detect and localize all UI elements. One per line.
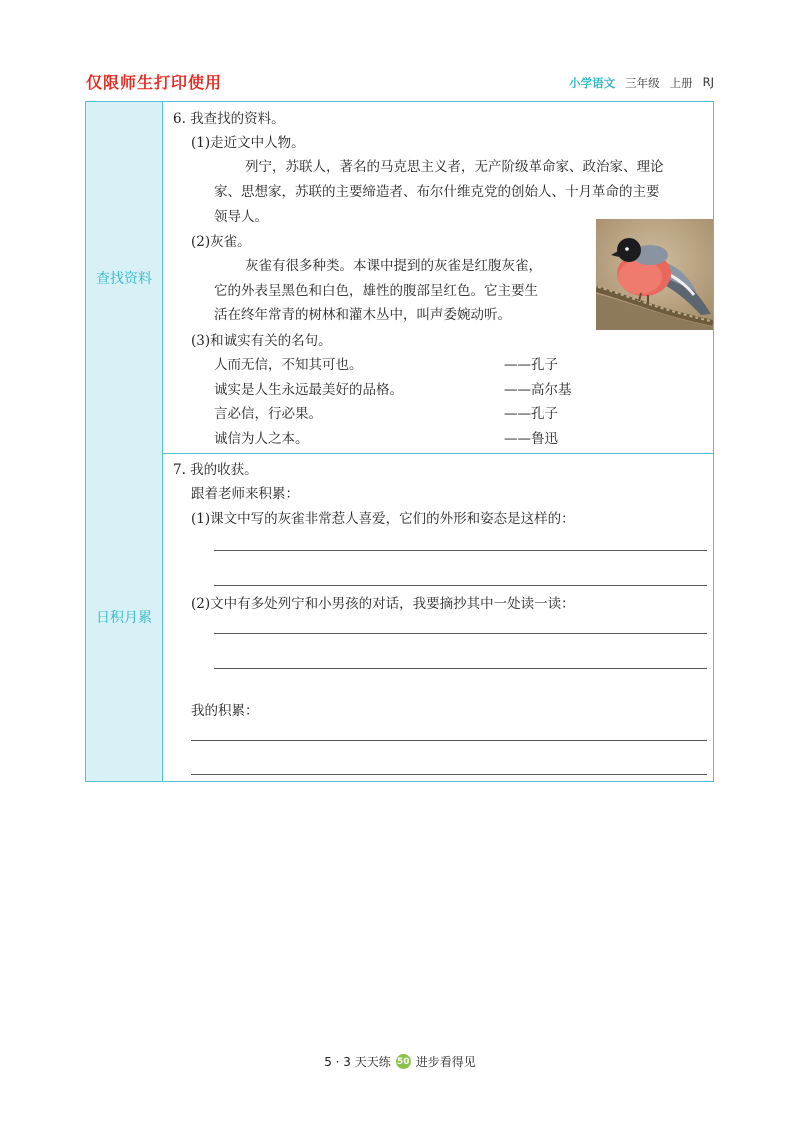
part1-line: 列宁，苏联人，著名的马克思主义者，无产阶级革命家、政治家、理论: [245, 159, 664, 175]
answer-line[interactable]: [191, 740, 707, 741]
header-edition: RJ: [702, 75, 714, 89]
question-1-prompt: (1)课文中写的灰雀非常惹人喜爱，它们的外形和姿态是这样的：: [191, 511, 575, 527]
answer-line[interactable]: [214, 668, 707, 669]
part1-line: 领导人。: [214, 209, 268, 225]
header-info: [569, 75, 714, 91]
question-2-prompt: (2)文中有多处列宁和小男孩的对话，我要摘抄其中一处读一读：: [191, 596, 575, 612]
answer-line[interactable]: [214, 585, 707, 586]
header-volume: 上册: [669, 76, 693, 90]
quote-author: ——孔子: [504, 406, 558, 422]
quote-text: 言必信，行必果。: [214, 406, 322, 422]
quote-author: ——孔子: [504, 357, 558, 373]
part1-title: (1)走近文中人物。: [191, 135, 305, 151]
page-number-badge: 50: [396, 1054, 411, 1069]
part2-title: (2)灰雀。: [191, 234, 251, 250]
part2-line: 活在终年常青的树林和灌木丛中，叫声委婉动听。: [214, 307, 511, 323]
part3-title: (3)和诚实有关的名句。: [191, 333, 332, 349]
header-left-text: 仅限师生打印使用: [86, 73, 223, 92]
quote-text: 诚信为人之本。: [214, 431, 309, 447]
row-divider: [86, 453, 713, 454]
accumulate-intro: 跟着老师来积累：: [191, 486, 299, 502]
quote-text: 人而无信，不知其可也。: [214, 357, 363, 373]
quote-text: 诚实是人生永远最美好的品格。: [214, 382, 403, 398]
part2-line: 它的外表呈黑色和白色，雄性的腹部呈红色。它主要生: [214, 283, 538, 299]
question-7-title: 7. 我的收获。: [173, 462, 258, 478]
answer-line[interactable]: [214, 633, 707, 634]
footer-brand: 5 · 3 天天练: [324, 1055, 391, 1069]
section-label-accumulate: 日积月累: [86, 453, 163, 781]
my-accumulation-label: 我的积累：: [191, 703, 259, 719]
quote-author: ——鲁迅: [504, 431, 558, 447]
answer-line[interactable]: [191, 774, 707, 775]
page-footer: [0, 1053, 800, 1070]
bullfinch-photo: [596, 219, 713, 330]
worksheet-table: [85, 101, 714, 782]
footer-slogan: 进步看得见: [415, 1055, 476, 1069]
question-6-title: 6. 我查找的资料。: [173, 111, 285, 127]
header-grade: 三年级: [625, 76, 660, 90]
answer-line[interactable]: [214, 550, 707, 551]
bullfinch-illustration: [596, 219, 713, 330]
header-subject: 小学语文: [569, 76, 616, 90]
section-label-research: 查找资料: [86, 102, 163, 453]
part1-line: 家、思想家，苏联的主要缔造者、布尔什维克党的创始人、十月革命的主要: [214, 184, 660, 200]
part2-line: 灰雀有很多种类。本课中提到的灰雀是红腹灰雀，: [245, 258, 542, 274]
quote-author: ——高尔基: [504, 382, 572, 398]
